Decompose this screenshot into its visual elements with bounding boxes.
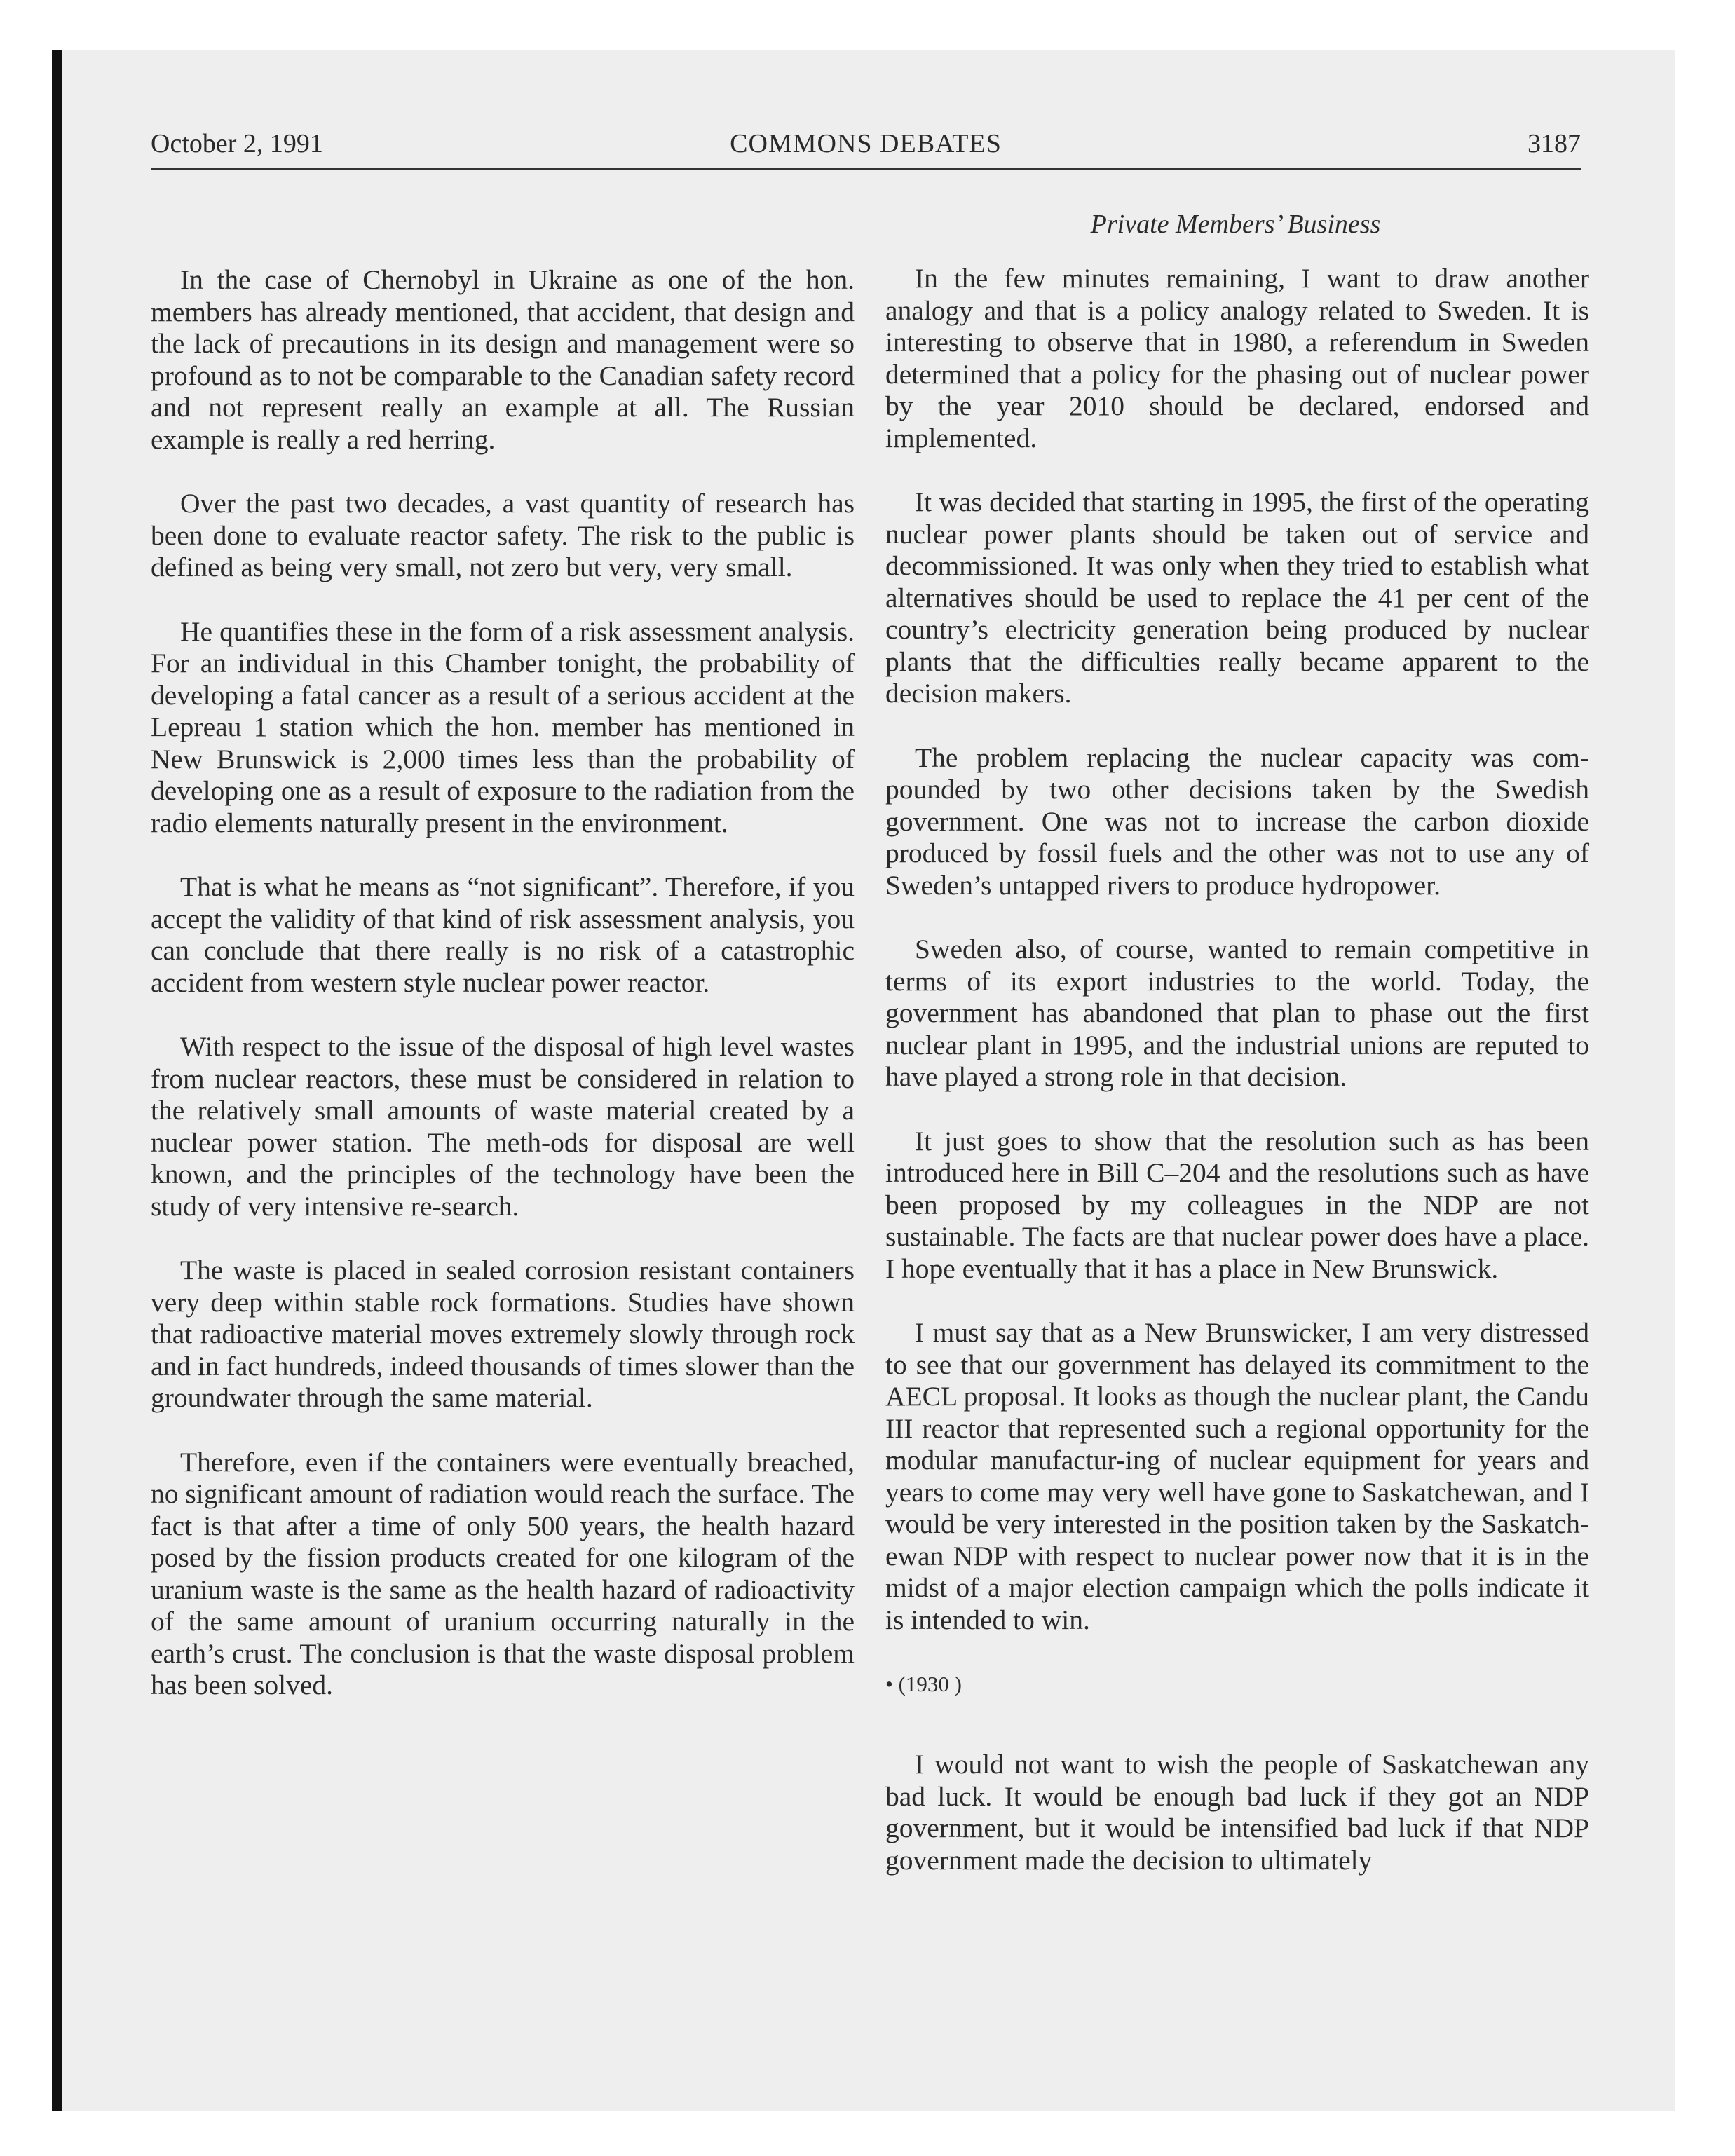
page-header	[151, 128, 1581, 165]
paragraph: He quantifies these in the form of a risk assessment analysis. For an individual in this Chamber tonight, the probability of developing a fatal cancer as a result of a serious accident at the Lepreau 1 station which the hon. member has mentioned in New Brunswick is 2,000 times less than the probability of developing one as a result of exposure to the radiation from the radio elements naturally present in the environment.	[151, 615, 855, 838]
paragraph: Therefore, even if the containers were eventually breached, no significant amount of radiation would reach the surface. The fact is that after a time of only 500 years, the health hazard posed by the fission products created for one kilogram of the uranium waste is the same as the health hazard of radioactivity of the same amount of uranium occurring naturally in the earth’s crust. The conclusion is that the waste disposal problem has been solved.	[151, 1446, 855, 1700]
paragraph: In the case of Chernobyl in Ukraine as one of the hon. members has already mentioned, that accident, that design and the lack of precautions in its design and management were so profound as to not be comparable to the Canadian safety record and not represent really an example at all. The Russian example is really a red herring.	[151, 264, 855, 455]
paragraph: The waste is placed in sealed corrosion resistant containers very deep within stable rock formations. Studies have shown that radioactive material moves extremely slowly through rock and in fact hundreds, indeed thousands of times slower than the groundwater through the same material.	[151, 1255, 855, 1413]
paragraph: Over the past two decades, a vast quantity of research has been done to evaluate reactor safety. The risk to the public is defined as being very small, not zero but very, very small.	[151, 488, 855, 582]
paragraph: With respect to the issue of the disposal of high level wastes from nuclear reactors, these must be considered in relation to the relatively small amounts of waste material created by a nuclear power station. The meth-ods for disposal are well known, and the principles of the technology have been the study of very intensive re-search.	[151, 1031, 855, 1222]
paragraph: It just goes to show that the resolution such as has been introduced here in Bill C–204 and the resolutions such as have been proposed by my colleagues in the NDP are not sustainable. The facts are that nuclear power does have a place. I hope eventually that it has a place in New Brunswick.	[885, 1125, 1589, 1284]
paragraph: I would not want to wish the people of Saskatchewan any bad luck. It would be enough bad luck if they got an NDP government, but it would be intensified bad luck if that NDP government made the decision to ultimately	[885, 1749, 1589, 1876]
header-page-number: 3187	[1528, 129, 1581, 158]
header-title: COMMONS DEBATES	[730, 129, 1002, 158]
paragraph: That is what he means as “not significant”. Therefore, if you accept the validity of that kind of risk assessment analysis, you can conclude that there really is no risk of a catastrophic accident from western style nuclear power reactor.	[151, 871, 855, 998]
scan-margin	[0, 0, 55, 2156]
time-marker: • (1930 )	[885, 1672, 962, 1696]
paragraph: Sweden also, of course, wanted to remain competitive in terms of its export industries to the world. Today, the government has abandoned that plan to phase out the first nuclear plant in 1995, and the industrial unions are reputed to have played a strong role in that decision.	[885, 934, 1589, 1092]
paragraph: I must say that as a New Brunswicker, I am very distressed to see that our government has delayed its commitment to the AECL proposal. It looks as though the nuclear plant, the Candu III reactor that represented such a regional opportunity for the modular manufactur-ing of nuclear equipment for years and years to come may very well have gone to Saskatchewan, and I would be very interested in the position taken by the Saskatch-ewan NDP with respect to nuclear power now that it is in the midst of a major election campaign which the polls indicate it is intended to win.	[885, 1317, 1589, 1635]
left-column	[151, 264, 855, 1702]
paragraph: The problem replacing the nuclear capacity was com-pounded by two other decisions taken by the Swedish government. One was not to increase the carbon dioxide produced by fossil fuels and the other was not to use any of Sweden’s untapped rivers to produce hydropower.	[885, 742, 1589, 901]
scan-binding-shadow	[52, 50, 62, 2111]
right-column	[885, 263, 1589, 1876]
paragraph: In the few minutes remaining, I want to draw another analogy and that is a policy analogy related to Sweden. It is interesting to observe that in 1980, a referendum in Sweden determined that a policy for the phasing out of nuclear power by the year 2010 should be declared, endorsed and implemented.	[885, 263, 1589, 453]
header-rule	[151, 168, 1581, 170]
running-head: Private Members’ Business	[1090, 210, 1381, 239]
paragraph: It was decided that starting in 1995, the first of the operating nuclear power plants should be taken out of service and decommissioned. It was only when they tried to establish what alternatives should be used to replace the 41 per cent of the country’s electricity generation being produced by nuclear plants that the difficulties really became apparent to the decision makers.	[885, 486, 1589, 709]
header-date: October 2, 1991	[151, 129, 323, 158]
